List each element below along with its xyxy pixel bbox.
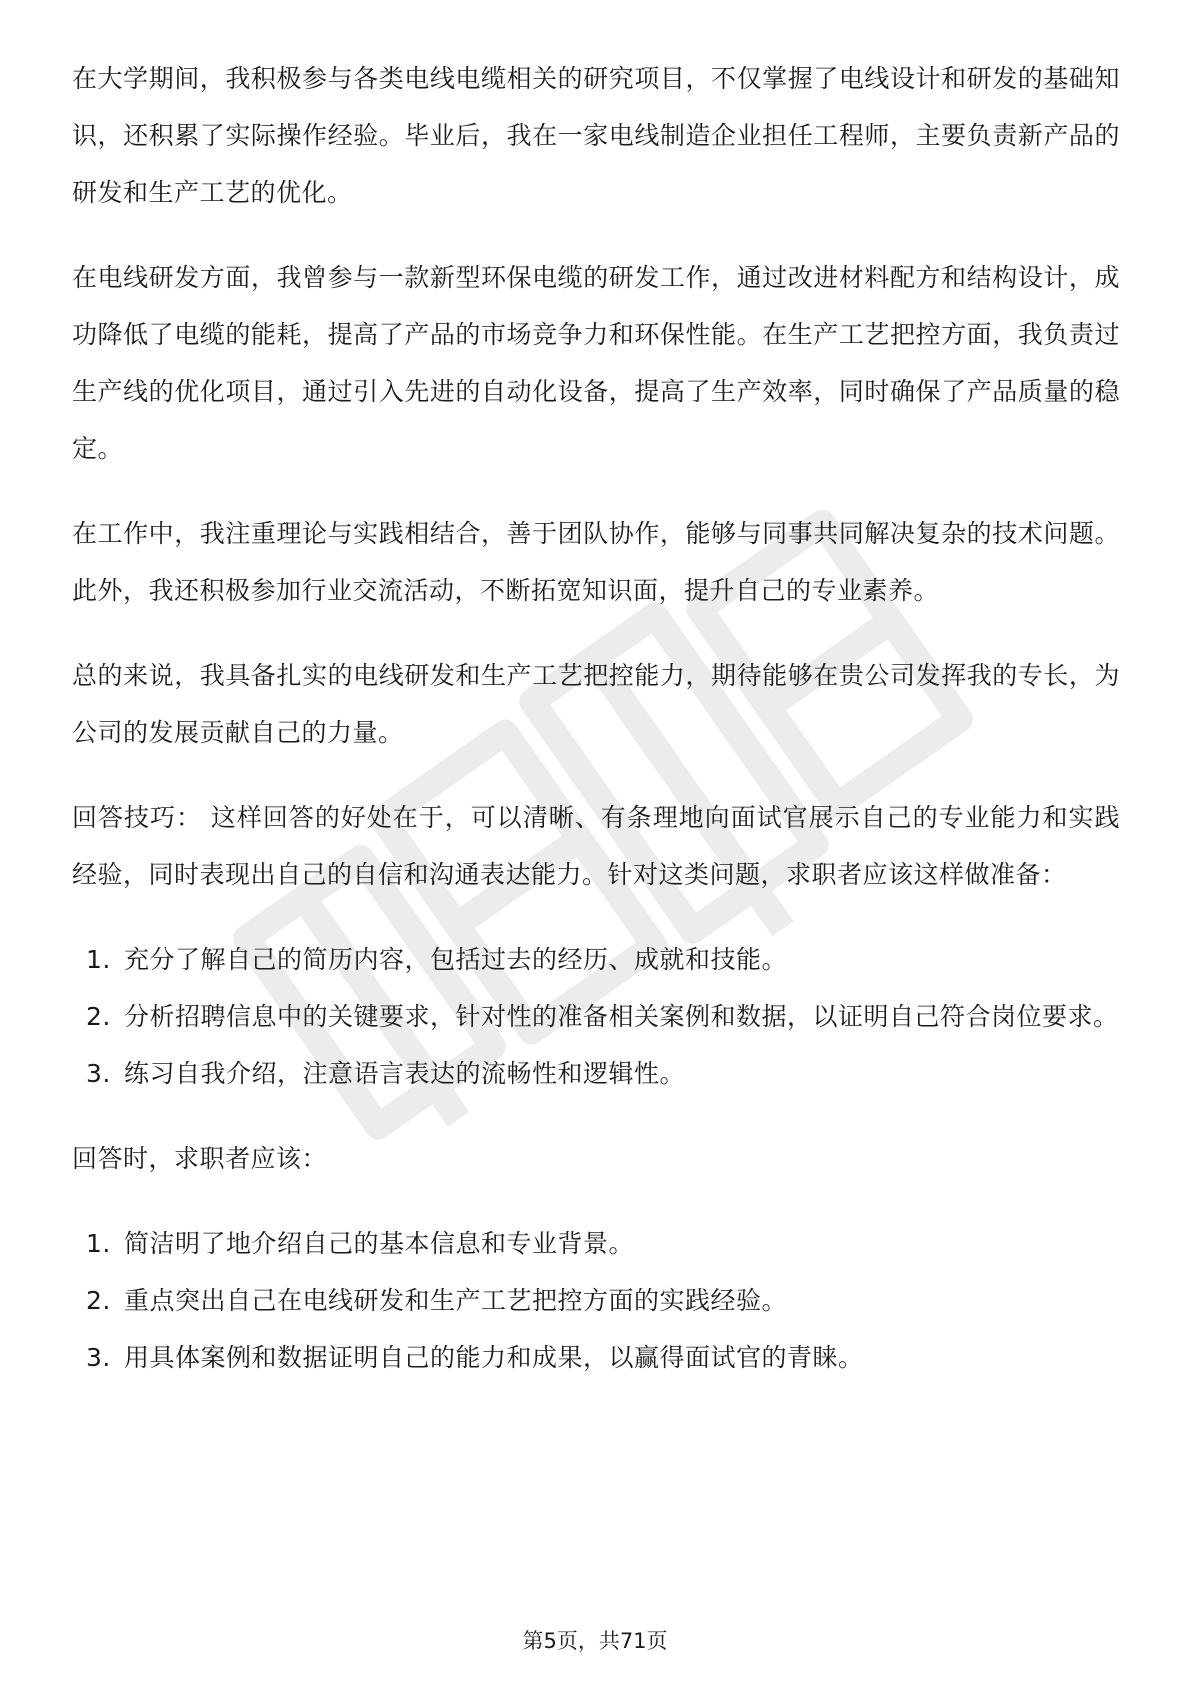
list-item: [72, 931, 1120, 988]
list-text: 重点突出自己在电线研发和生产工艺把控方面的实践经验。: [124, 1286, 788, 1315]
list-item: [72, 1215, 1120, 1272]
list-text: 用具体案例和数据证明自己的能力和成果，以赢得面试官的青睐。: [124, 1343, 864, 1372]
list-item: [72, 1272, 1120, 1329]
list-number: 3.: [86, 1059, 111, 1088]
list-number: 1.: [86, 1229, 111, 1258]
list-number: 2.: [86, 1286, 111, 1315]
list-text: 充分了解自己的简历内容，包括过去的经历、成就和技能。: [124, 945, 788, 974]
list-text: 分析招聘信息中的关键要求，针对性的准备相关案例和数据，以证明自己符合岗位要求。: [124, 1002, 1119, 1031]
list-text: 练习自我介绍，注意语言表达的流畅性和逻辑性。: [124, 1059, 686, 1088]
paragraph: 在大学期间，我积极参与各类电线电缆相关的研究项目，不仅掌握了电线设计和研发的基础知识，还积累了实际操作经验。毕业后，我在一家电线制造企业担任工程师，主要负责新产品的研发和生产工艺的优化。: [72, 64, 1120, 207]
answer-list: [72, 1215, 1120, 1386]
paragraph: 回答技巧： 这样回答的好处在于，可以清晰、有条理地向面试官展示自己的专业能力和实践经验，同时表现出自己的自信和沟通表达能力。针对这类问题，求职者应该这样做准备：: [72, 803, 1120, 889]
list-number: 1.: [86, 945, 111, 974]
list-item: [72, 1045, 1120, 1102]
page-number: 第5页，共71页: [522, 1629, 668, 1653]
list-text: 简洁明了地介绍自己的基本信息和专业背景。: [124, 1229, 635, 1258]
paragraph: 在工作中，我注重理论与实践相结合，善于团队协作，能够与同事共同解决复杂的技术问题。此外，我还积极参加行业交流活动，不断拓宽知识面，提升自己的专业素养。: [72, 519, 1120, 605]
list-number: 3.: [86, 1343, 111, 1372]
paragraph: 在电线研发方面，我曾参与一款新型环保电缆的研发工作，通过改进材料配方和结构设计，成功降低了电缆的能耗，提高了产品的市场竞争力和环保性能。在生产工艺把控方面，我负责过生产线的优化项目，通过引入先进的自动化设备，提高了生产效率，同时确保了产品质量的稳定。: [72, 263, 1120, 463]
document-body: [72, 50, 1120, 1414]
list-number: 2.: [86, 1002, 111, 1031]
list-item: [72, 988, 1120, 1045]
preparation-list: [72, 931, 1120, 1102]
answer-intro: 回答时，求职者应该：: [72, 1144, 328, 1173]
list-item: [72, 1329, 1120, 1386]
paragraph: 总的来说，我具备扎实的电线研发和生产工艺把控能力，期待能够在贵公司发挥我的专长，为公司的发展贡献自己的力量。: [72, 661, 1120, 747]
